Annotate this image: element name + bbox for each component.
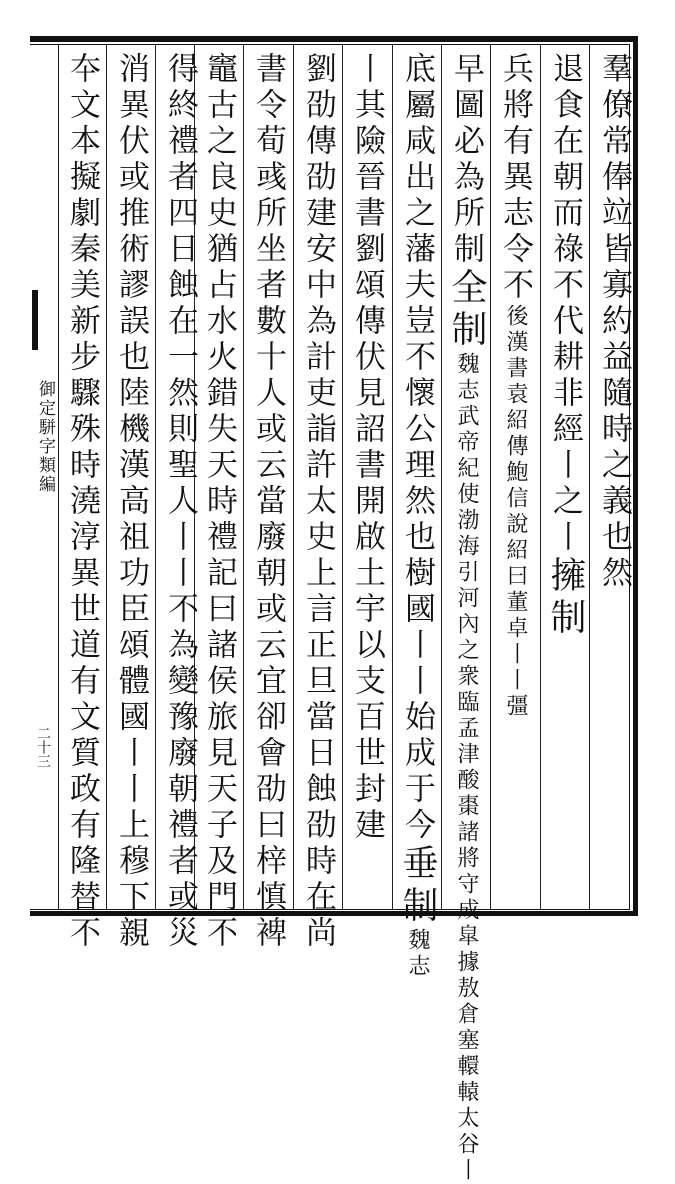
annotation: 魏志	[405, 928, 430, 980]
column-text: 丨其險晉書劉頌傳伏見詔書開啟土宇以支百世封建	[349, 52, 385, 844]
text-column-12	[60, 52, 104, 952]
column-text: 早圖必為所制	[448, 52, 484, 268]
headword-yongzhi: 擁制	[545, 556, 586, 640]
headword-quanzhi: 全制	[446, 268, 487, 352]
column-rule	[490, 44, 491, 910]
text-column-6	[345, 52, 389, 910]
headword-chuizhi: 垂制	[397, 844, 438, 928]
column-text: 退食在朝而祿不代耕非經丨之丨	[547, 52, 583, 556]
text-column-9	[197, 52, 241, 952]
column-rule	[293, 44, 294, 910]
column-rule	[589, 44, 590, 910]
annotation: 後漢書袁紹傳鮑信說紹曰董卓丨丨彊	[503, 304, 528, 720]
column-rule	[441, 44, 442, 910]
margin-black-mark	[32, 290, 38, 350]
column-rule	[342, 44, 343, 910]
column-text: 夲文本擬劇秦美新步驟殊時澆淳異世道有文質政有隆替不	[64, 52, 100, 952]
text-column-4	[444, 52, 488, 1184]
column-rule	[392, 44, 393, 910]
text-column-11	[109, 52, 153, 952]
text-column-10	[158, 52, 202, 952]
column-text: 羣僚常俸竝皆寡約益隨時之義也然	[596, 52, 632, 592]
column-rule	[243, 44, 244, 910]
margin-title: 御定駢字類編	[35, 380, 55, 494]
column-text: 消異伏或推術謬誤也陸機漢高祖功臣頌體國丨丨上穆下親	[113, 52, 149, 952]
text-column-3	[493, 52, 537, 910]
text-column-7	[296, 52, 340, 952]
column-rule	[540, 44, 541, 910]
text-column-5	[395, 52, 439, 980]
annotation: 魏志武帝紀使渤海引河內之衆臨孟津酸棗諸將守成皐據敖倉塞轘轅太谷丨	[454, 352, 479, 1184]
text-column-1	[592, 52, 636, 910]
column-text: 得終禮者四日蝕在一然則聖人丨丨不為變豫廢朝禮者或災	[162, 52, 198, 952]
column-text: 竈古之良史猶占水火錯失天時禮記曰諸侯旅見天子及門不	[201, 52, 237, 952]
text-column-8	[246, 52, 290, 952]
column-text: 兵將有異志令不	[497, 52, 533, 304]
page-number: 二十三	[35, 726, 51, 768]
column-text: 劉劭傳劭建安中為計吏詣許太史上言正旦當日蝕劭時在尚	[300, 52, 336, 952]
column-rule	[155, 44, 156, 910]
text-column-2	[543, 52, 587, 910]
column-text: 底屬咸出之藩夫豈不懷公理然也樹國丨丨始成于今	[399, 52, 435, 844]
column-rule	[106, 44, 107, 910]
column-text: 書令荀彧所坐者數十人或云當廢朝或云宜卻會劭曰梓慎裨	[250, 52, 286, 952]
